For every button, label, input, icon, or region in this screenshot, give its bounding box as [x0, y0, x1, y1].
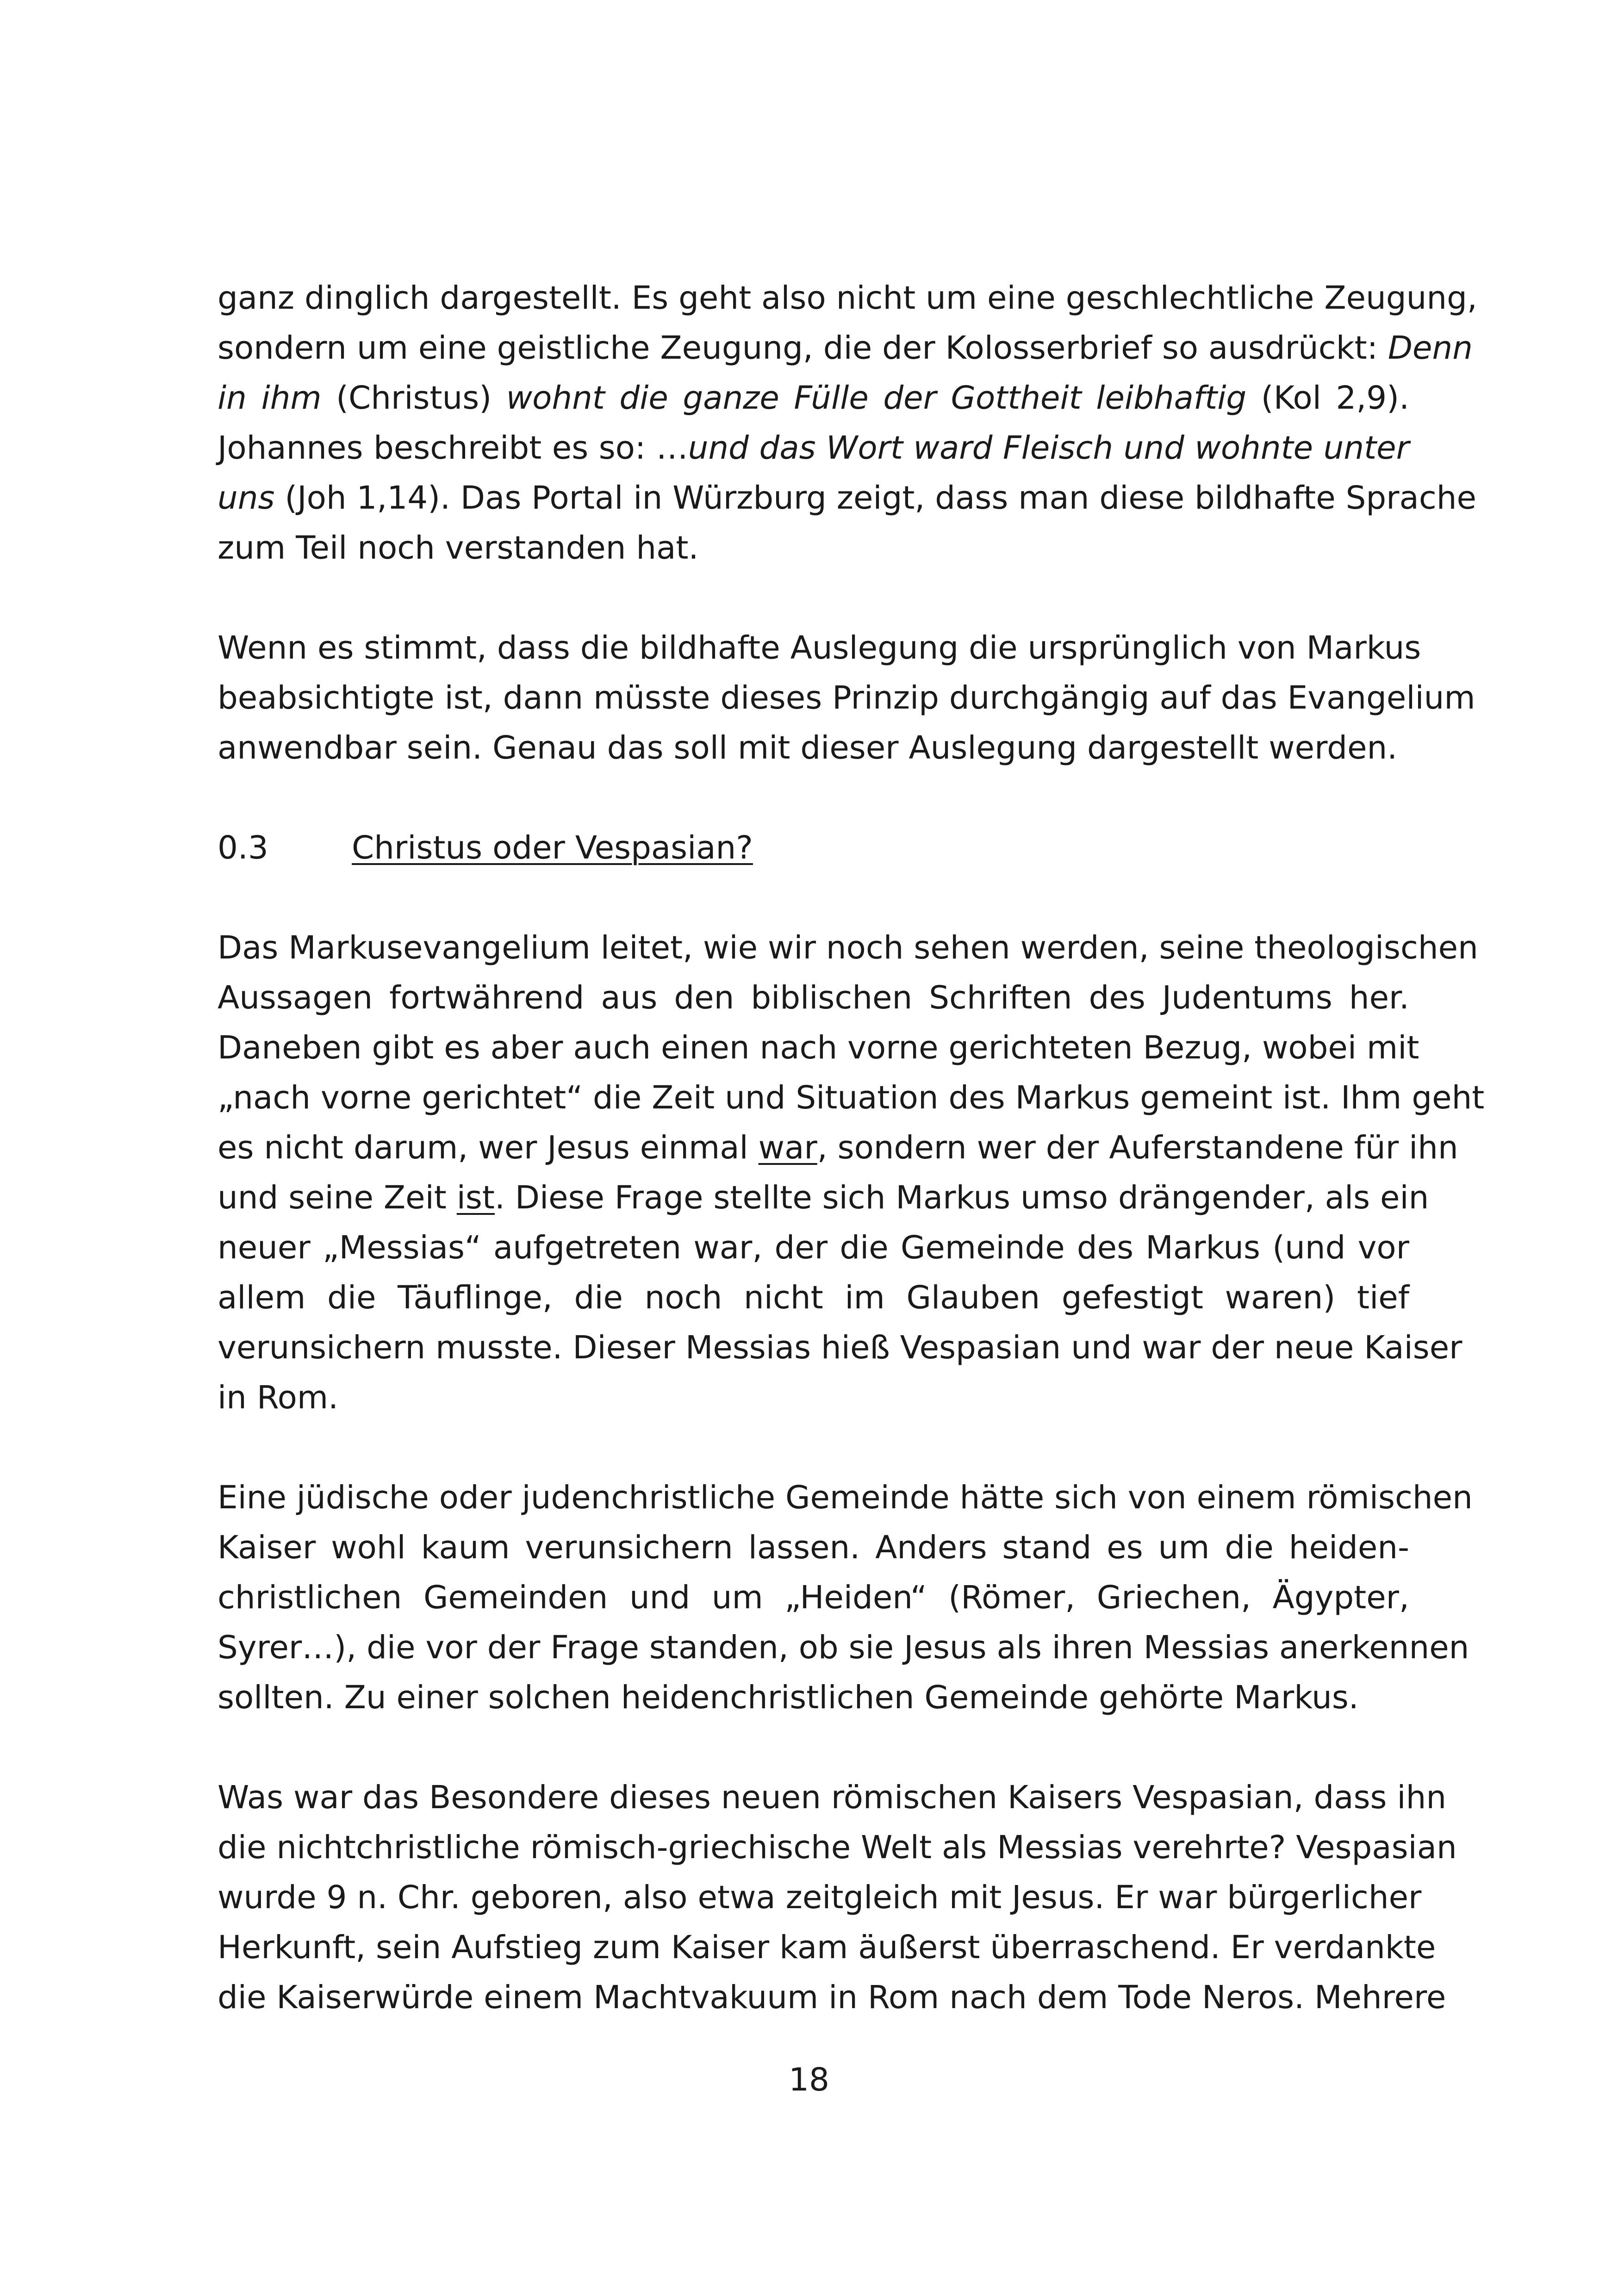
text-line: Syrer…), die vor der Frage standen, ob sie Jesus als ihren Messias anerkennen	[218, 1629, 1469, 1666]
text-line: Aussagen fortwährend aus den biblischen Schriften des Judentums her.	[218, 979, 1409, 1016]
text-line: „nach vorne gerichtet“ die Zeit und Situation des Markus gemeint ist. Ihm geht	[218, 1079, 1485, 1116]
text-line: anwendbar sein. Genau das soll mit dieser Auslegung dargestellt werden.	[218, 729, 1398, 766]
page-body	[218, 273, 1485, 2022]
text-line: verunsichern musste. Dieser Messias hieß Vespasian und war der neue Kaiser	[218, 1329, 1462, 1366]
section-title: Christus oder Vespasian?	[352, 829, 753, 866]
text-line: ganz dinglich dargestellt. Es geht also nicht um eine geschlechtliche Zeugung,	[218, 280, 1477, 317]
text-line: in ihm (Christus) wohnt die ganze Fülle der Gottheit leibhaftig (Kol 2,9).	[218, 380, 1410, 417]
text-line: und seine Zeit ist. Diese Frage stellte sich Markus umso drängender, als ein	[218, 1179, 1429, 1216]
text-line: Herkunft, sein Aufstieg zum Kaiser kam äußerst überraschend. Er verdankte	[218, 1929, 1436, 1966]
text-line: in Rom.	[218, 1379, 339, 1416]
text-line: uns (Joh 1,14). Das Portal in Würzburg zeigt, dass man diese bildhafte Sprache	[218, 479, 1476, 516]
text-line: Kaiser wohl kaum verunsichern lassen. Anders stand es um die heiden-	[218, 1529, 1409, 1566]
text-line: die nichtchristliche römisch-griechische Welt als Messias verehrte? Vespasian	[218, 1829, 1457, 1866]
text-line: sollten. Zu einer solchen heidenchristlichen Gemeinde gehörte Markus.	[218, 1679, 1359, 1716]
paragraph-4	[218, 1473, 1473, 1723]
paragraph-5	[218, 1773, 1457, 2022]
text-line: Eine jüdische oder judenchristliche Gemeinde hätte sich von einem römischen	[218, 1479, 1473, 1516]
text-line: wurde 9 n. Chr. geboren, also etwa zeitgleich mit Jesus. Er war bürgerlicher	[218, 1879, 1422, 1916]
paragraph-3	[218, 923, 1485, 1423]
text-line: sondern um eine geistliche Zeugung, die der Kolosserbrief so ausdrückt: Denn	[218, 330, 1473, 367]
paragraph-1	[218, 273, 1477, 573]
text-line: Daneben gibt es aber auch einen nach vorne gerichteten Bezug, wobei mit	[218, 1029, 1419, 1066]
text-line: beabsichtigte ist, dann müsste dieses Prinzip durchgängig auf das Evangelium	[218, 679, 1475, 716]
text-line: Johannes beschreibt es so: …und das Wort ward Fleisch und wohnte unter	[218, 429, 1409, 467]
text-line: Wenn es stimmt, dass die bildhafte Auslegung die ursprünglich von Markus	[218, 629, 1421, 666]
text-line: Das Markusevangelium leitet, wie wir noch sehen werden, seine theologischen	[218, 929, 1478, 966]
text-line: es nicht darum, wer Jesus einmal war, sondern wer der Auferstandene für ihn	[218, 1129, 1458, 1166]
text-line: zum Teil noch verstanden hat.	[218, 529, 699, 566]
paragraph-2	[218, 623, 1475, 773]
text-line: die Kaiserwürde einem Machtvakuum in Rom nach dem Tode Neros. Mehrere	[218, 1979, 1446, 2016]
section-heading	[218, 823, 1409, 873]
text-line: allem die Täuflinge, die noch nicht im Glauben gefestigt waren) tief	[218, 1279, 1409, 1316]
text-line: christlichen Gemeinden und um „Heiden“ (Römer, Griechen, Ägypter,	[218, 1579, 1409, 1616]
section-number: 0.3	[218, 829, 268, 866]
text-line: Was war das Besondere dieses neuen römischen Kaisers Vespasian, dass ihn	[218, 1779, 1447, 1816]
text-line: neuer „Messias“ aufgetreten war, der die Gemeinde des Markus (und vor	[218, 1229, 1409, 1266]
page-number: 18	[789, 2061, 829, 2098]
